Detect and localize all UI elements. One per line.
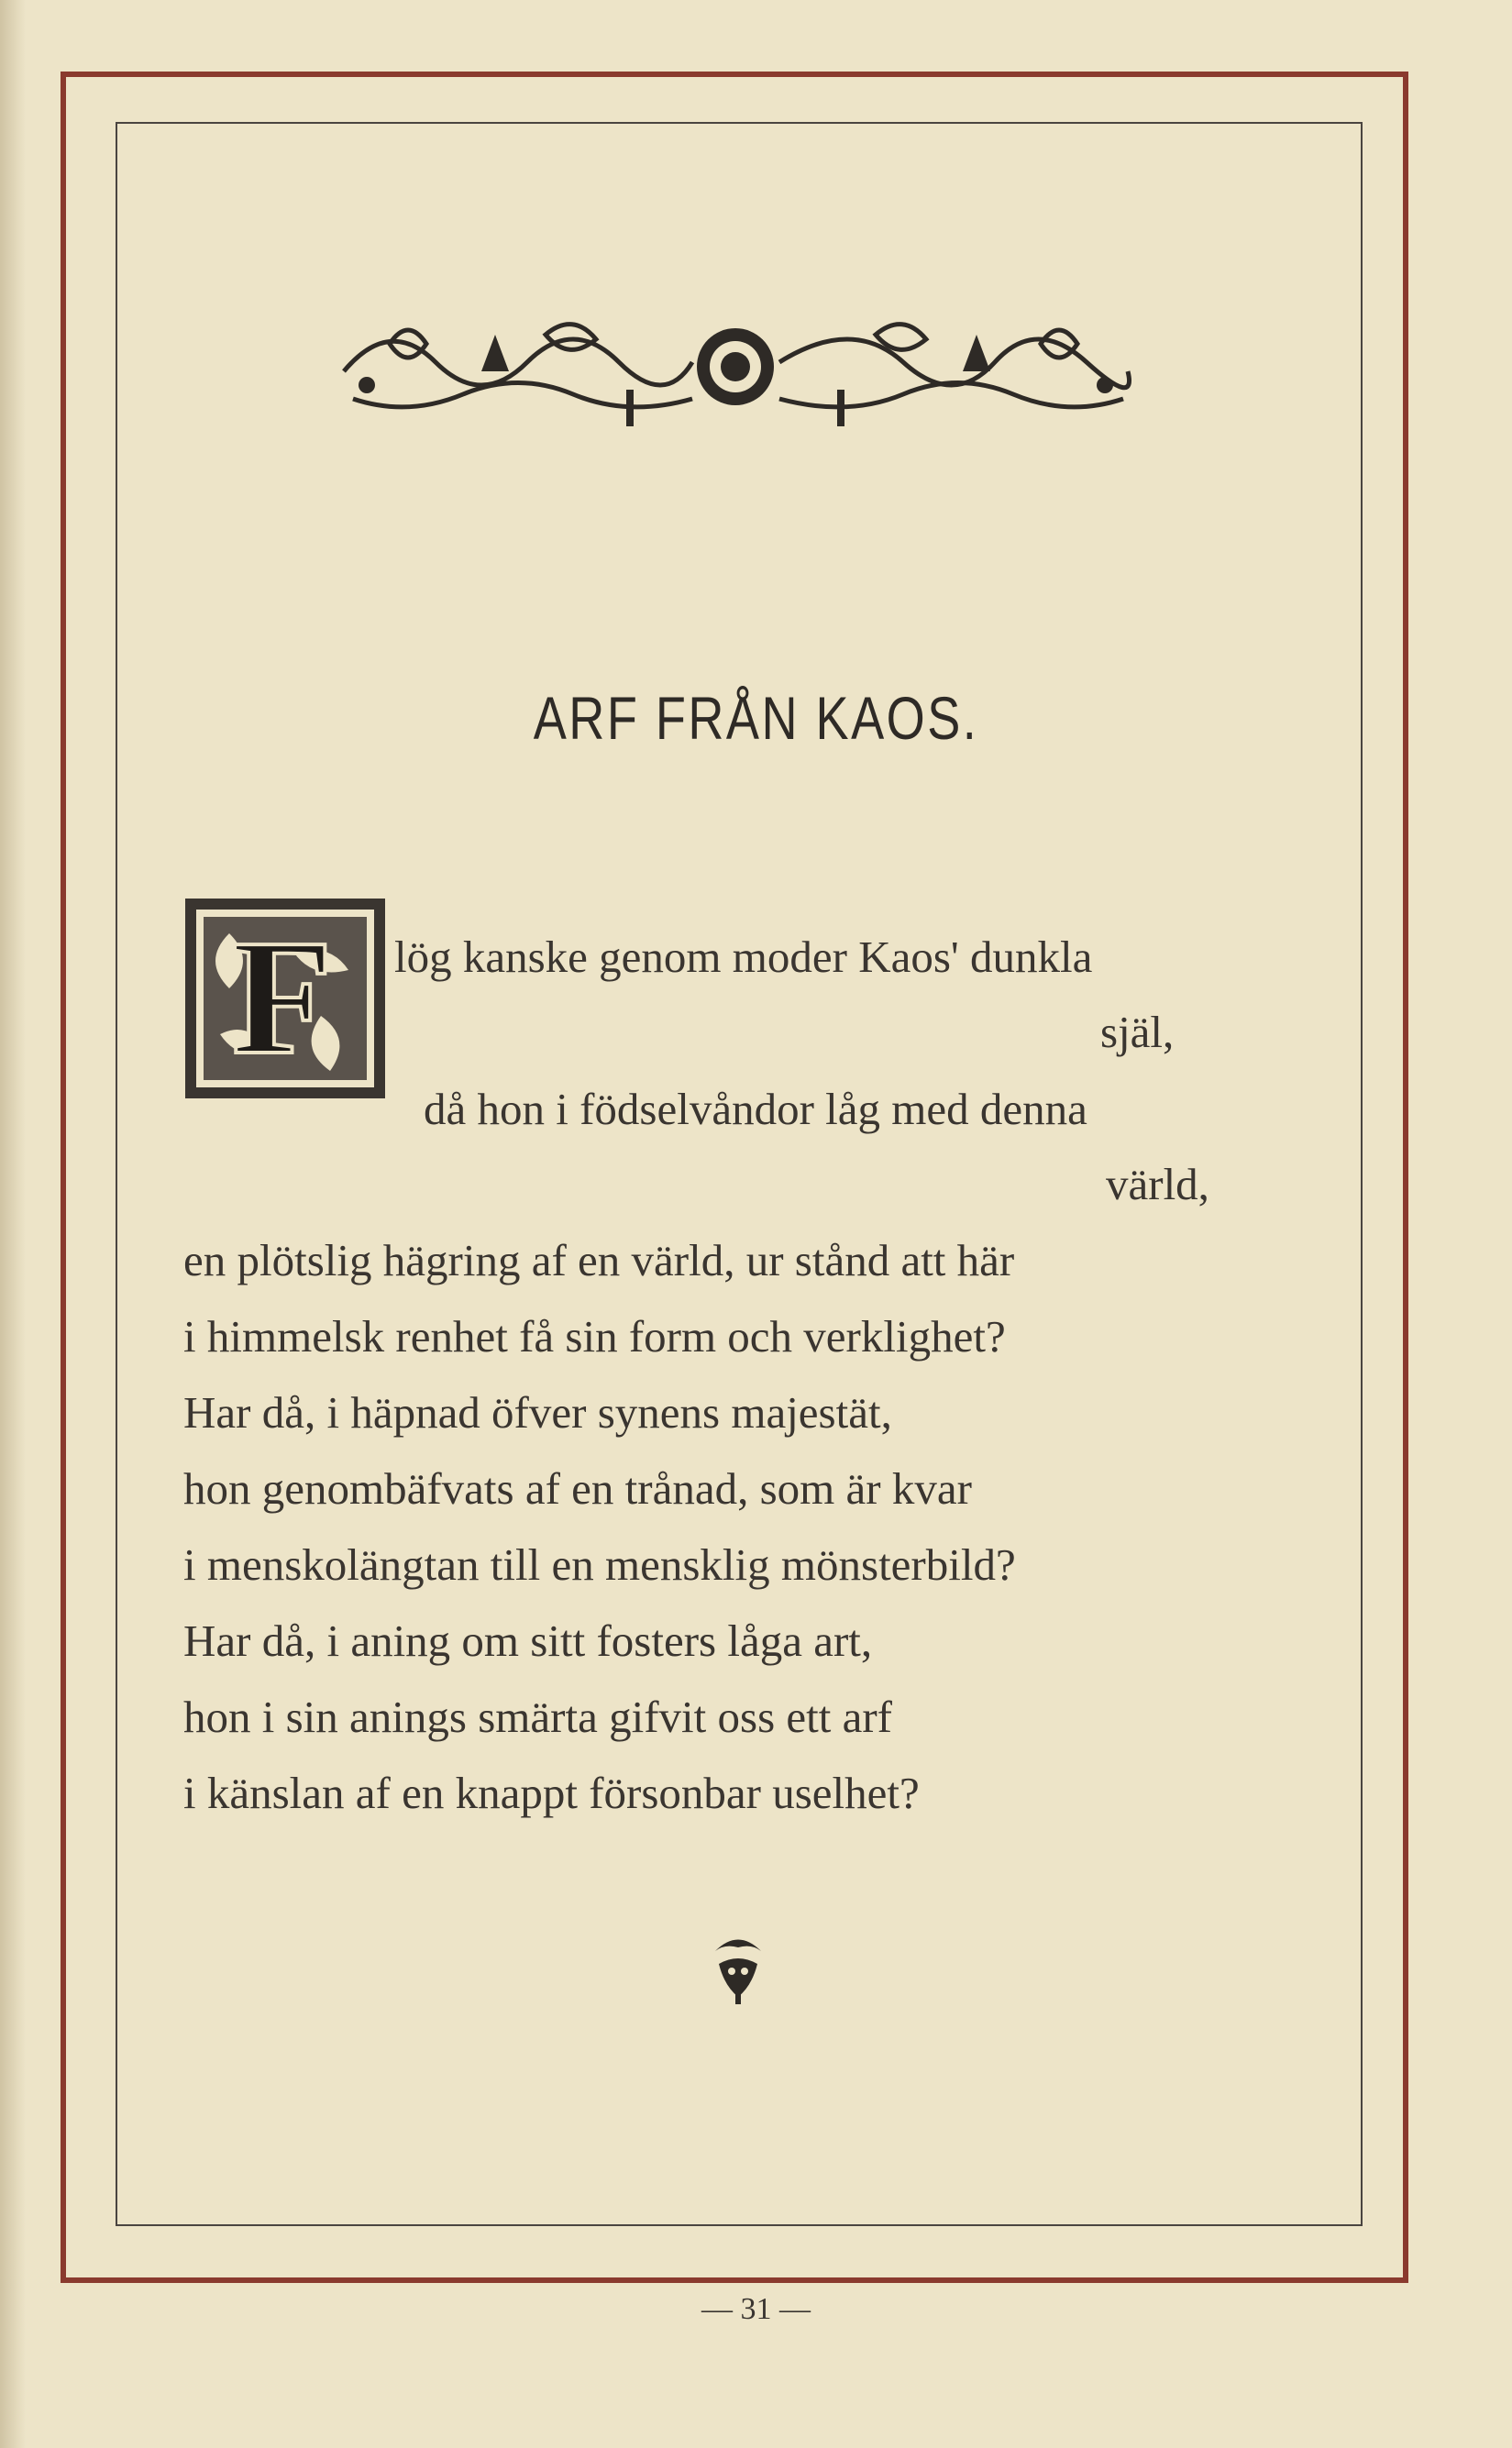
drop-cap-f-icon (183, 897, 387, 1100)
poem-line-9: i menskolängtan till en mensklig mönsterbild? (183, 1539, 1016, 1590)
header-ornament-icon (335, 307, 1137, 426)
drop-cap-letter: F (232, 906, 333, 1088)
poem-line-6: i himmelsk renhet få sin form och verklighet? (183, 1311, 1006, 1362)
poem-line-8: hon genombäfvats af en trånad, som är kvar (183, 1463, 972, 1514)
tailpiece-ornament-icon (706, 1933, 770, 2006)
poem-line-1: lög kanske genom moder Kaos' dunkla (394, 932, 1093, 982)
poem-line-11: hon i sin anings smärta gifvit oss ett arf (183, 1692, 892, 1742)
poem-line-2: själ, (1100, 1007, 1175, 1057)
page-number: — 31 — (701, 2292, 811, 2326)
poem-line-12: i känslan af en knappt försonbar uselhet? (183, 1768, 920, 1818)
poem-line-3: då hon i födselvåndor låg med denna (424, 1084, 1087, 1134)
poem-line-10: Har då, i aning om sitt fosters låga art, (183, 1615, 873, 1666)
poem-line-5: en plötslig hägring af en värld, ur stånd att här (183, 1235, 1015, 1285)
poem-line-4: värld, (1106, 1159, 1209, 1209)
binding-shadow (0, 0, 26, 2448)
poem-line-7: Har då, i häpnad öfver synens majestät, (183, 1387, 892, 1438)
poem-title: ARF FRÅN KAOS. (533, 684, 979, 752)
